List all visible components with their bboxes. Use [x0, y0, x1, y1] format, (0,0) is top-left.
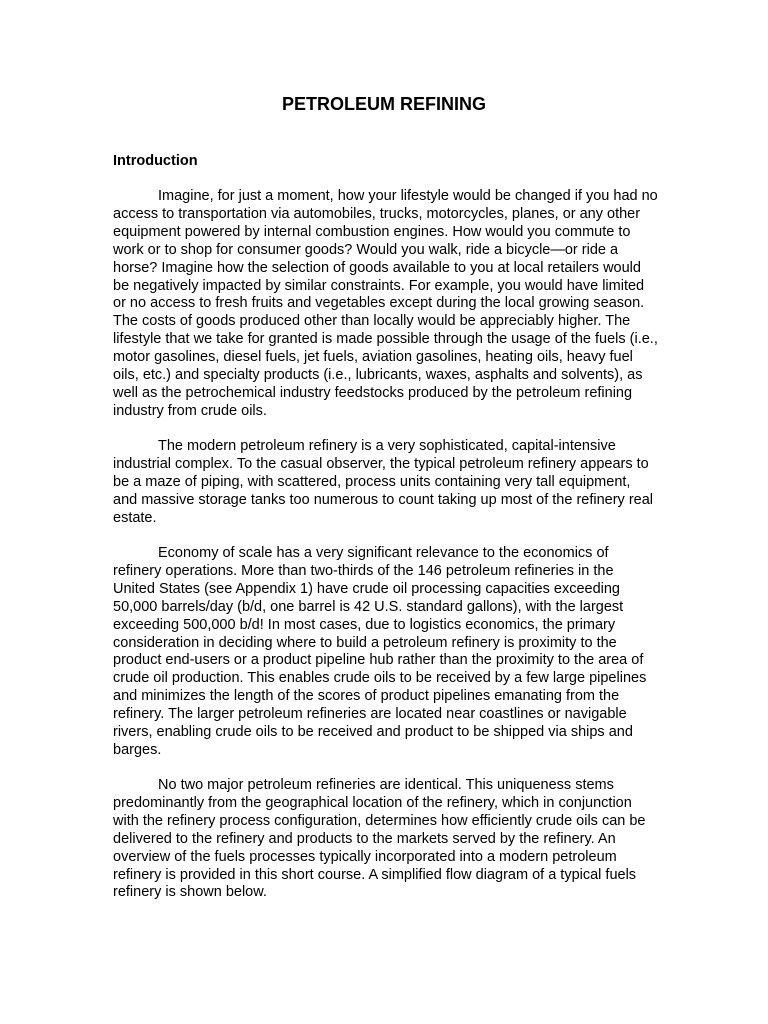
paragraph-4: No two major petroleum refineries are identical. This uniqueness stems predominantly from the geographical location of the refinery, which in conjunction with the refinery process configuration, determines how efficiently crude oils can be delivered to the refinery and products to the markets served by the refinery. An overview of the fuels processes typically incorporated into a modern petroleum refinery is provided in this short course. A simplified flow diagram of a typical fuels refinery is shown below. — [113, 777, 646, 901]
paragraph-3: Economy of scale has a very significant relevance to the economics of refinery operations. More than two-thirds of the 146 petroleum refineries in the United States (see Appendix 1) have crude oil processing capacities exceeding 50,000 barrels/day (b/d, one barrel is 42 U.S. standard gallons), with the largest exceeding 500,000 b/d! In most cases, due to logistics economics, the primary consideration in deciding where to build a petroleum refinery is proximity to the product end-users or a product pipeline hub rather than the proximity to the area of crude oil production. This enables crude oils to be received by a few large pipelines and minimizes the length of the scores of product pipelines emanating from the refinery. The larger petroleum refineries are located near coastlines or navigable rivers, enabling crude oils to be received and product to be shipped via ships and barges. — [113, 545, 647, 758]
paragraph-2: The modern petroleum refinery is a very sophisticated, capital-intensive industrial complex. To the casual observer, the typical petroleum refinery appears to be a maze of piping, with scattered, process units containing very tall equipment, and massive storage tanks too numerous to count taking up most of the refinery real estate. — [113, 438, 654, 526]
section-heading-introduction: Introduction — [113, 153, 198, 169]
page-title: PETROLEUM REFINING — [281, 94, 486, 114]
paragraph-1: Imagine, for just a moment, how your lifestyle would be changed if you had no access to transportation via automobiles, trucks, motorcycles, planes, or any other equipment powered by internal combustion engines. How would you commute to work or to shop for consumer goods? Would you walk, ride a bicycle—or ride a horse? Imagine how the selection of goods available to you at local retailers would be negatively impacted by similar constraints. For example, you would have limited or no access to fresh fruits and vegetables except during the local growing season. The costs of goods produced other than locally would be appreciably higher. The lifestyle that we take for granted is made possible through the usage of the fuels (i.e., motor gasolines, diesel fuels, jet fuels, aviation gasolines, heating oils, heavy fuel oils, etc.) and specialty products (i.e., lubricants, waxes, asphalts and solvents), as well as the petrochemical industry feedstocks produced by the petroleum refining industry from crude oils. — [113, 188, 658, 419]
